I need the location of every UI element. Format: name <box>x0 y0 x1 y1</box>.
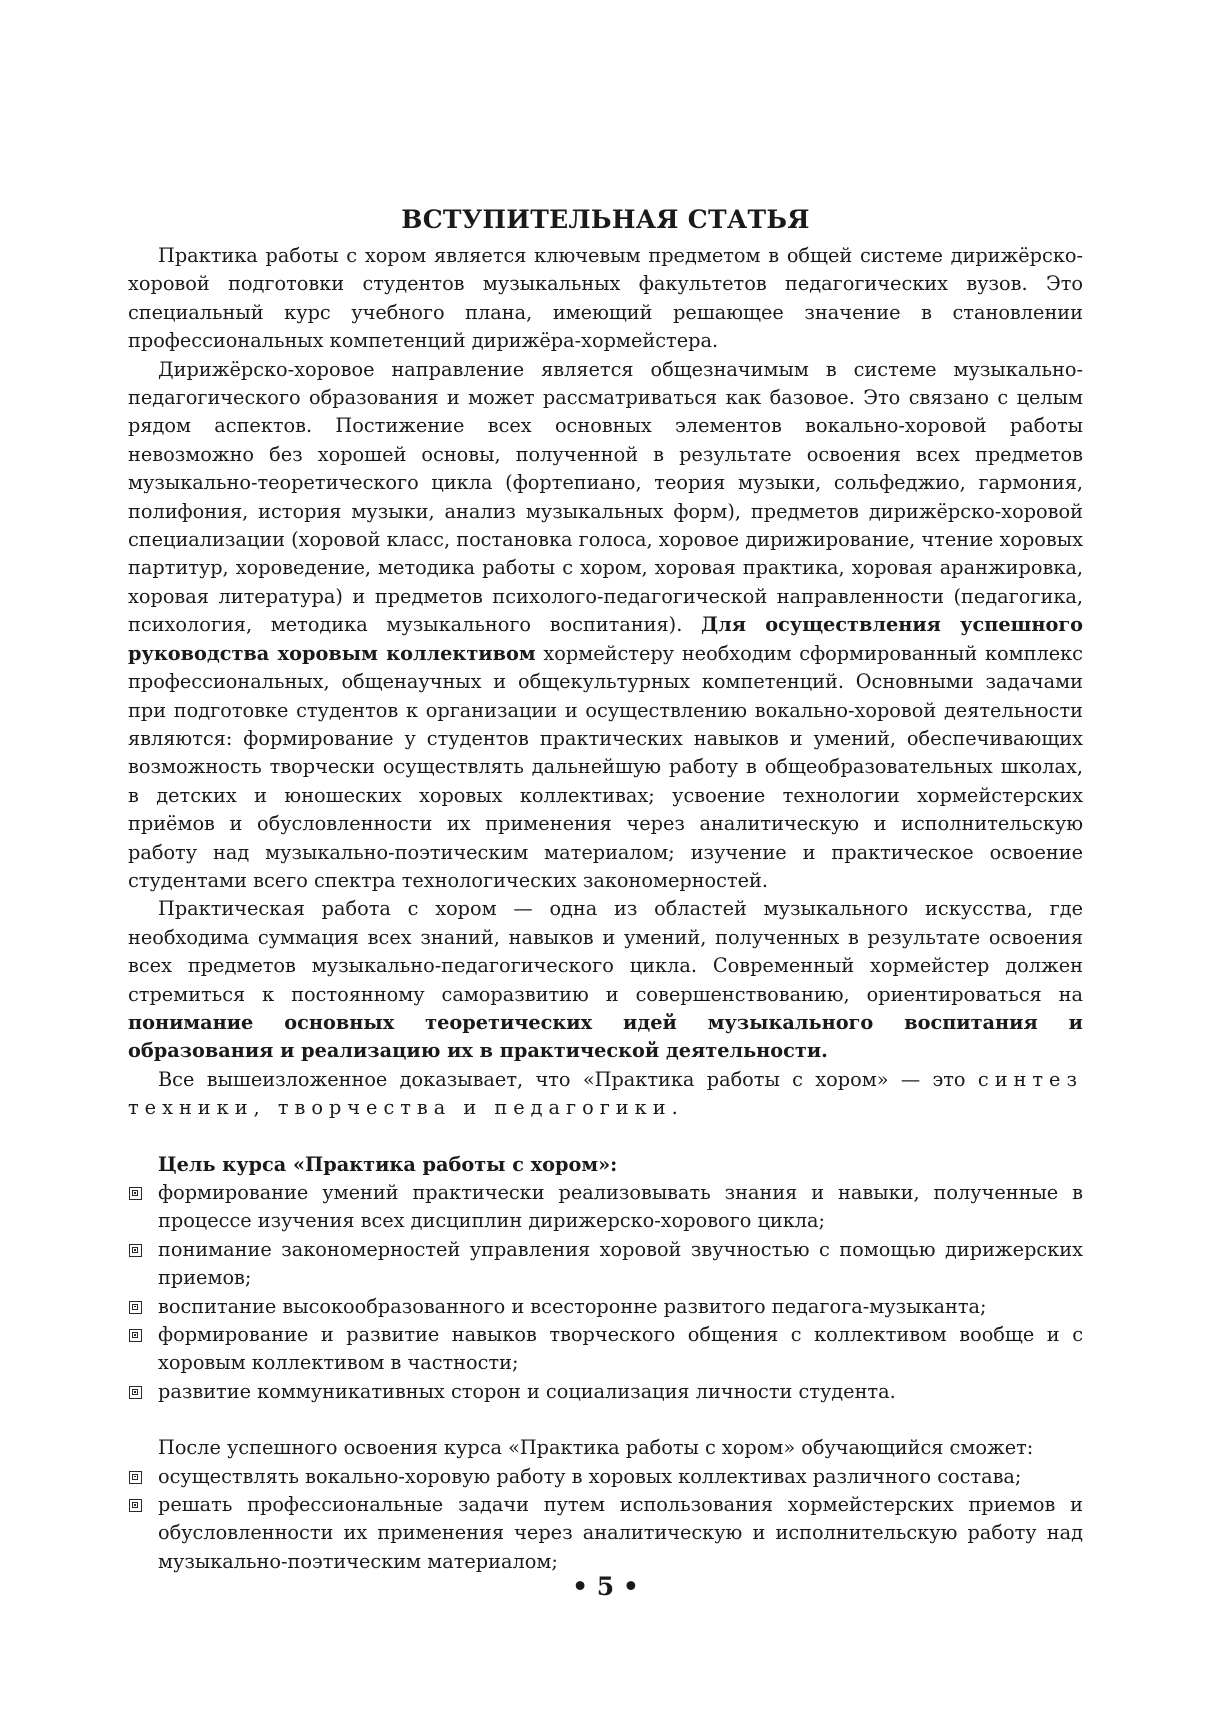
square-bullet-icon <box>129 1244 142 1257</box>
list-item-text: осуществлять вокально-хоровую работу в хоровых коллективах различного состава; <box>158 1464 1022 1488</box>
square-bullet-icon <box>129 1329 142 1342</box>
page-title: ВСТУПИТЕЛЬНАЯ СТАТЬЯ <box>401 205 810 234</box>
paragraph <box>128 1066 1083 1123</box>
square-bullet-icon <box>129 1187 142 1200</box>
square-bullet-icon <box>129 1301 142 1314</box>
list-item-text: решать профессиональные задачи путем использования хормейстерских приемов и обусловленности их применения через аналитическую и исполнительскую работу над музыкально-поэтическим материалом; <box>158 1493 1083 1573</box>
paragraph <box>128 895 1083 1065</box>
list-item-text: понимание закономерностей управления хоровой звучностью с помощью дирижерских приемов; <box>158 1237 1083 1290</box>
paragraph-text: Дирижёрско-хоровое направление является общезначимым в системе музыкально-педагогического образования и может рассматриваться как базовое. Это связано с целым рядом аспектов. Постижение всех основных элементов вокально-хоровой работы невозможно без хорошей основы, полученной в результате освоения всех предметов музыкально-теоретического цикла (фортепиано, теория музыки, сольфеджио, гармония, полифония, история музыки, анализ музыкальных форм), предметов дирижёрско-хоровой специализации (хоровой класс, постановка голоса, хоровое дирижирование, чтение хоровых партитур, хороведение, методика работы с хором, хоровая практика, хоровая аранжировка, хоровая литература) и предметов психолого-педагогической направленности (педагогика, психология, методика музыкального воспитания). <box>128 357 1083 637</box>
spaced-phrase: синтез техники, творчества и педагогики. <box>128 1067 1083 1120</box>
paragraph <box>128 356 1083 896</box>
list-item <box>128 1321 1083 1378</box>
paragraph-text: Все вышеизложенное доказывает, что «Практика работы с хором» — это <box>158 1067 966 1091</box>
paragraph-text: Практика работы с хором является ключевым предметом в общей системе дирижёрско-хоровой подготовки студентов музыкальных факультетов педагогических вузов. Это специальный курс учебного плана, имеющий решающее значение в становлении профессиональных компетенций дирижёра-хормейстера. <box>128 244 1083 353</box>
goal-heading: Цель курса «Практика работы с хором»: <box>158 1152 618 1176</box>
list-item <box>128 1293 1083 1321</box>
bold-phrase: Для осуществления успешного руководства хоровым коллективом <box>128 613 1084 665</box>
article-body <box>128 242 1083 1576</box>
goal-list <box>128 1179 1083 1406</box>
page-number: • 5 • <box>572 1572 639 1601</box>
outcomes-list <box>128 1463 1083 1577</box>
list-item-text: формирование умений практически реализовывать знания и навыки, полученные в процессе изучения всех дисциплин дирижерско-хорового цикла; <box>158 1181 1083 1233</box>
paragraph-text: хормейстеру необходим сформированный комплекс профессиональных, общенаучных и общекультурных компетенций. Основными задачами при подготовке студентов к организации и осуществлению вокально-хоровой деятельности являются: формирование у студентов практических навыков и умений, обеспечивающих возможность творчески осуществлять дальнейшую работу в общеобразовательных школах, в детских и юношеских хоровых коллективах; усвоение технологии хормейстерских приёмов и обусловленности их применения через аналитическую и исполнительскую работу над музыкально-поэтическим материалом; изучение и практическое освоение студентами всего спектра технологических закономерностей. <box>128 641 1083 892</box>
square-bullet-icon <box>129 1386 142 1399</box>
list-item-text: развитие коммуникативных сторон и социализация личности студента. <box>158 1379 896 1403</box>
list-item <box>128 1463 1083 1491</box>
square-bullet-icon <box>129 1499 142 1512</box>
list-item <box>128 1236 1083 1293</box>
paragraph-text: Практическая работа с хором — одна из областей музыкального искусства, где необходима суммация всех знаний, навыков и умений, полученных в результате освоения всех предметов музыкально-педагогического цикла. Современный хормейстер должен стремиться к постоянному саморазвитию и совершенствованию, ориентироваться на <box>128 897 1083 1006</box>
bold-phrase: понимание основных теоретических идей музыкального воспитания и образования и реализацию их в практической деятельности. <box>128 1010 1083 1063</box>
list-item-text: формирование и развитие навыков творческого общения с коллективом вообще и с хоровым коллективом в частности; <box>158 1323 1083 1375</box>
list-item-text: воспитание высокообразованного и всесторонне развитого педагога-музыканта; <box>158 1294 987 1318</box>
paragraph <box>128 242 1083 356</box>
list-item <box>128 1491 1083 1576</box>
outcomes-heading: После успешного освоения курса «Практика работы с хором» обучающийся сможет: <box>158 1436 1034 1460</box>
square-bullet-icon <box>129 1471 142 1484</box>
list-item <box>128 1179 1083 1236</box>
list-item <box>128 1378 1083 1406</box>
